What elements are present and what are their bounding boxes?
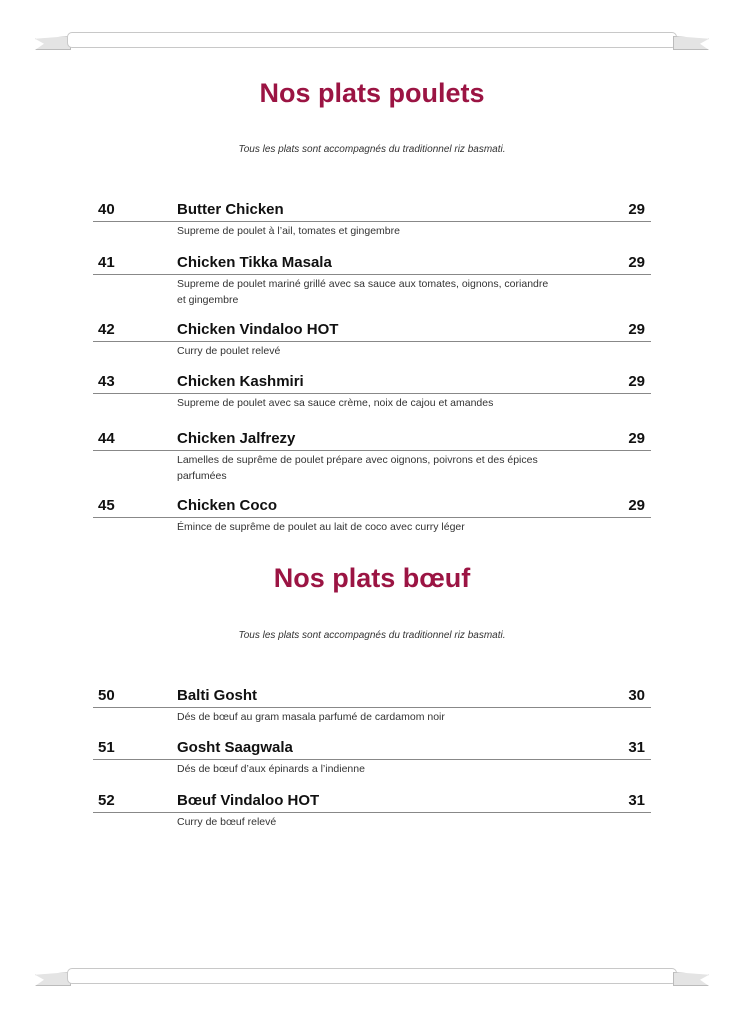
- item-description: Lamelles de suprême de poulet prépare avec oignons, poivrons et des épices parfumées: [177, 454, 538, 482]
- menu-item-header: [93, 790, 651, 813]
- menu-item: [93, 371, 651, 411]
- item-description: Supreme de poulet avec sa sauce crème, noix de cajou et amandes: [177, 397, 494, 409]
- item-number: 42: [98, 321, 115, 338]
- item-description: Dés de bœuf d’aux épinards a l’indienne: [177, 763, 365, 775]
- item-number: 41: [98, 254, 115, 271]
- bottom-ribbon-decoration: [35, 966, 709, 992]
- item-price: 29: [628, 430, 645, 447]
- menu-item: [93, 252, 651, 308]
- item-number: 52: [98, 792, 115, 809]
- item-description: Dés de bœuf au gram masala parfumé de cardamom noir: [177, 711, 445, 723]
- section-subtitle-boeuf: Tous les plats sont accompagnés du traditionnel riz basmati.: [238, 630, 506, 641]
- item-name: Balti Gosht: [177, 687, 258, 704]
- item-price: 31: [628, 739, 645, 756]
- item-price: 29: [628, 201, 645, 218]
- item-price: 29: [628, 373, 645, 390]
- menu-item-header: [93, 319, 651, 342]
- item-name: Chicken Jalfrezy: [177, 430, 296, 447]
- menu-item-header: [93, 199, 651, 222]
- item-number: 50: [98, 687, 115, 704]
- item-number: 40: [98, 201, 115, 218]
- menu-item: [93, 495, 651, 535]
- item-name: Chicken Vindaloo HOT: [177, 321, 339, 338]
- item-name: Bœuf Vindaloo HOT: [177, 792, 320, 809]
- item-description: Supreme de poulet mariné grillé avec sa sauce aux tomates, oignons, coriandre et gingembre: [177, 278, 549, 306]
- item-number: 43: [98, 373, 115, 390]
- item-description: Curry de poulet relevé: [177, 345, 281, 357]
- section-subtitle-poulets: Tous les plats sont accompagnés du traditionnel riz basmati.: [238, 144, 506, 155]
- menu-item: [93, 685, 651, 725]
- menu-item-header: [93, 428, 651, 451]
- menu-item: [93, 737, 651, 777]
- menu-item: [93, 199, 651, 239]
- menu-item-header: [93, 252, 651, 275]
- item-description: Supreme de poulet à l’ail, tomates et gingembre: [177, 225, 400, 237]
- section-title-boeuf: Nos plats bœuf: [273, 563, 471, 593]
- section-title-poulets: Nos plats poulets: [259, 78, 485, 108]
- item-price: 29: [628, 321, 645, 338]
- item-name: Chicken Kashmiri: [177, 373, 304, 390]
- item-price: 30: [628, 687, 645, 704]
- menu-item: [93, 428, 651, 484]
- item-number: 51: [98, 739, 115, 756]
- top-ribbon-decoration: [35, 30, 709, 56]
- item-price: 29: [628, 254, 645, 271]
- item-name: Butter Chicken: [177, 201, 284, 218]
- item-name: Gosht Saagwala: [177, 739, 293, 756]
- menu-item: [93, 790, 651, 830]
- menu-item-header: [93, 737, 651, 760]
- item-description: Curry de bœuf relevé: [177, 816, 277, 828]
- menu-item-header: [93, 371, 651, 394]
- item-number: 45: [98, 497, 115, 514]
- item-name: Chicken Coco: [177, 497, 278, 514]
- menu-item-header: [93, 495, 651, 518]
- item-description: Émince de suprême de poulet au lait de coco avec curry léger: [177, 521, 465, 533]
- item-price: 31: [628, 792, 645, 809]
- item-price: 29: [628, 497, 645, 514]
- item-name: Chicken Tikka Masala: [177, 254, 332, 271]
- menu-item: [93, 319, 651, 359]
- menu-item-header: [93, 685, 651, 708]
- item-number: 44: [98, 430, 115, 447]
